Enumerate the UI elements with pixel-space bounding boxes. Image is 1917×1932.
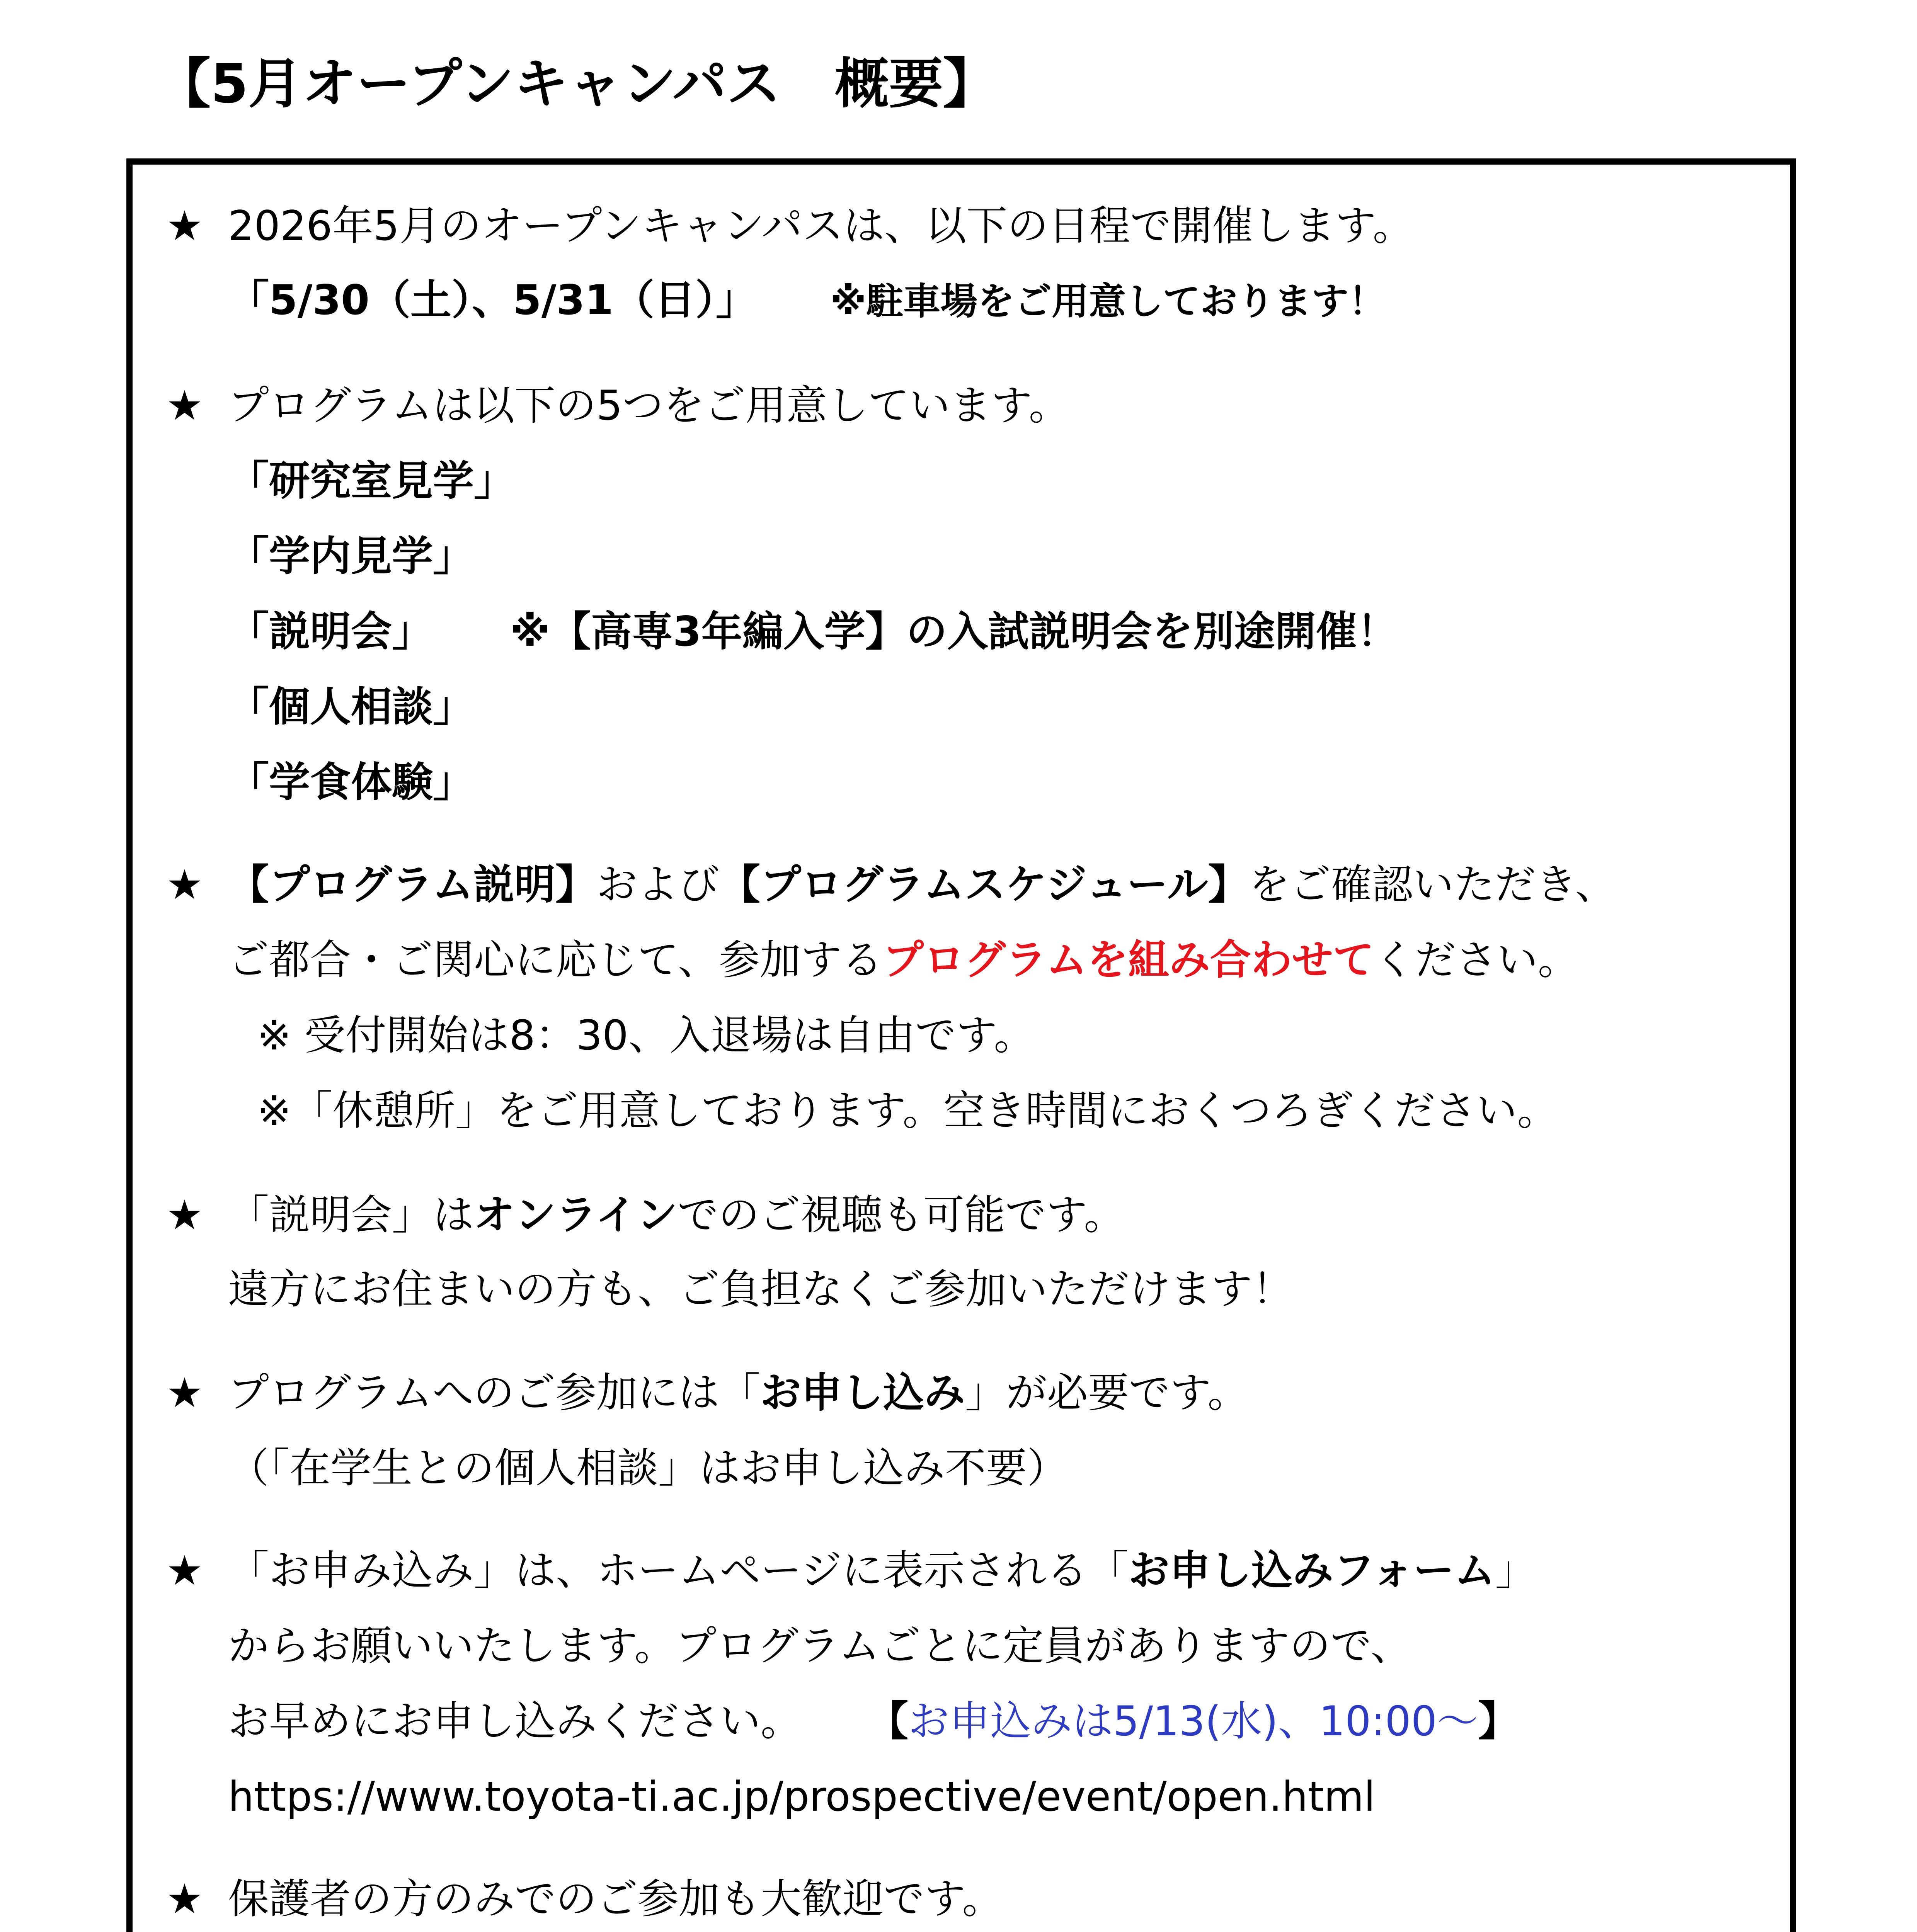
program-item-line bbox=[228, 603, 1398, 661]
rest-area-note: ※「休憩所」をご用意しております。空き時間におくつろぎください。 bbox=[257, 1087, 1558, 1134]
star-icon: ★ bbox=[166, 1547, 203, 1594]
online-highlight: オンライン bbox=[474, 1191, 678, 1239]
program-schedule-label: 【プログラムスケジュール】 bbox=[719, 861, 1249, 908]
programs-line bbox=[166, 377, 1070, 435]
page-title: 【5月オープンキャンパス 概要】 bbox=[157, 53, 998, 116]
program-item: 「学内見学」 bbox=[228, 532, 474, 580]
schedule-dates-line bbox=[228, 271, 1386, 330]
program-item: 「説明会」 bbox=[228, 608, 433, 655]
guardians-text: 保護者の方のみでのご参加も大歓迎です。 bbox=[228, 1875, 1003, 1923]
form-line-3 bbox=[228, 1692, 1519, 1750]
application-text: プログラムへのご参加には「 bbox=[228, 1369, 760, 1417]
form-line bbox=[166, 1542, 1536, 1600]
program-item-note: ※【高専3年編入学】の入試説明会を別途開催！ bbox=[510, 608, 1398, 655]
program-description-label: 【プログラム説明】 bbox=[228, 861, 596, 908]
parking-note: ※駐車場をご用意しております！ bbox=[830, 280, 1386, 323]
program-item: 「学食体験」 bbox=[228, 759, 474, 806]
reception-note: ※ 受付開始は8：30、入退場は自由です。 bbox=[257, 1012, 1035, 1059]
star-icon: ★ bbox=[166, 382, 203, 429]
combine-line-2 bbox=[228, 931, 1579, 989]
application-text: 」が必要です。 bbox=[965, 1369, 1249, 1417]
star-icon: ★ bbox=[166, 202, 203, 250]
combine-text: および bbox=[596, 861, 719, 908]
online-line-2: 遠方にお住まいの方も、ご負担なくご参加いただけます！ bbox=[228, 1265, 1293, 1313]
application-line-2: （「在学生との個人相談」はお申し込み不要） bbox=[228, 1444, 1068, 1492]
star-icon: ★ bbox=[166, 1875, 203, 1923]
deadline-bracket: 【 bbox=[867, 1697, 908, 1745]
guardians-line bbox=[166, 1870, 1003, 1928]
star-icon: ★ bbox=[166, 861, 203, 908]
schedule-line bbox=[166, 197, 1414, 255]
schedule-text: 2026年5月のオープンキャンパスは、以下の日程で開催します。 bbox=[228, 202, 1414, 250]
open-campus-url[interactable]: https://www.toyota-ti.ac.jp/prospective/event/open.html bbox=[228, 1773, 1376, 1820]
deadline-bracket: 】 bbox=[1478, 1697, 1519, 1745]
combine-text: ください。 bbox=[1374, 936, 1579, 984]
application-deadline: お申込みは5/13(水)、10:00〜 bbox=[908, 1697, 1478, 1745]
application-line bbox=[166, 1364, 1248, 1422]
form-text: 「お申み込み」は、ホームページに表示される「 bbox=[228, 1547, 1129, 1594]
form-line-2: からお願いいたします。プログラムごとに定員がありますので、 bbox=[228, 1622, 1412, 1670]
schedule-dates: 「5/30（土）、5/31（日）」 bbox=[228, 276, 757, 324]
program-item: 「個人相談」 bbox=[228, 683, 474, 731]
combine-text: ご都合・ご関心に応じて、参加する bbox=[228, 936, 883, 984]
combine-highlight: プログラムを組み合わせて bbox=[882, 936, 1374, 984]
form-text: お早めにお申し込みください。 bbox=[228, 1697, 802, 1745]
combine-line bbox=[166, 856, 1616, 914]
online-text: でのご視聴も可能です。 bbox=[677, 1191, 1125, 1239]
star-icon: ★ bbox=[166, 1369, 203, 1417]
online-line bbox=[166, 1186, 1125, 1244]
program-item: 「研究室見学」 bbox=[228, 457, 515, 505]
online-text: 「説明会」は bbox=[228, 1191, 474, 1239]
combine-text: をご確認いただき、 bbox=[1249, 861, 1616, 908]
form-highlight: お申し込みフォーム bbox=[1128, 1547, 1495, 1594]
application-highlight: お申し込み bbox=[760, 1369, 965, 1417]
programs-intro: プログラムは以下の5つをご用意しています。 bbox=[228, 382, 1070, 429]
form-text: 」 bbox=[1495, 1547, 1536, 1594]
star-icon: ★ bbox=[166, 1191, 203, 1239]
